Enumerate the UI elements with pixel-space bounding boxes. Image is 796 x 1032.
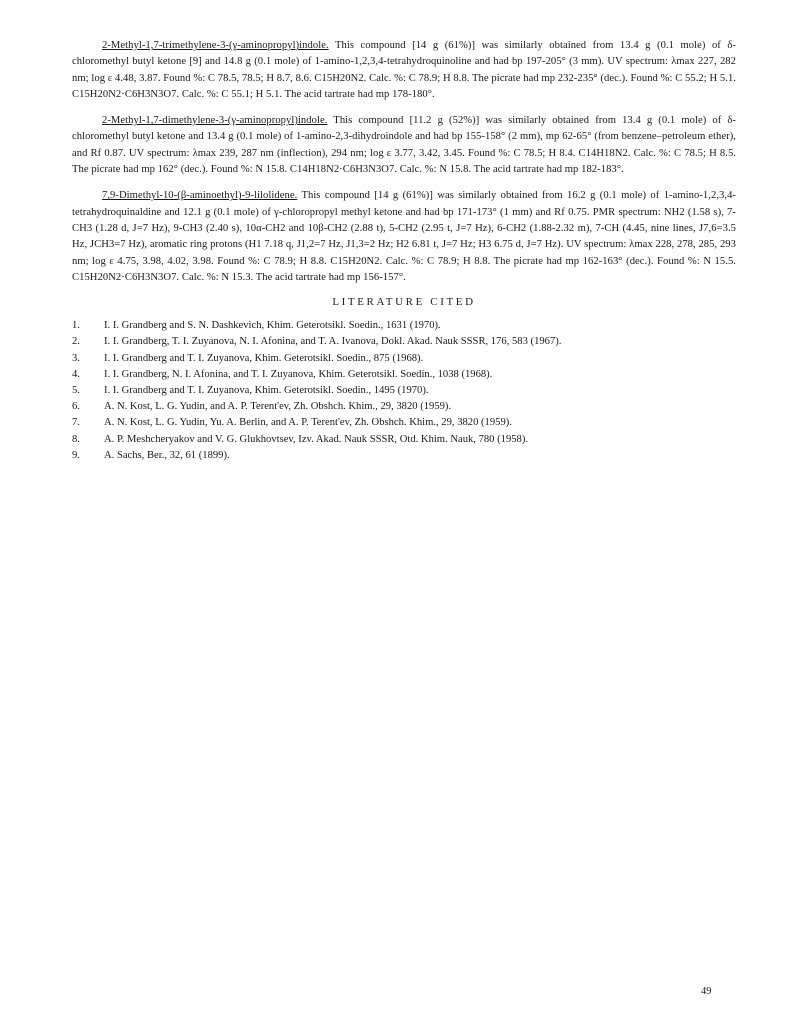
compound-title: 2-Methyl-1,7-trimethylene-3-(γ-aminopropyl)indole. [102, 40, 329, 51]
reference-number: 6. [72, 401, 80, 413]
experimental-paragraph [72, 38, 736, 103]
reference-text: I. I. Grandberg and S. N. Dashkevich, Khim. Geterotsikl. Soedin., 1631 (1970). [104, 320, 441, 332]
experimental-paragraph [72, 188, 736, 286]
reference-text: I. I. Grandberg and T. I. Zuyanova, Khim. Geterotsikl. Soedin., 1495 (1970). [104, 384, 429, 396]
document-page [72, 38, 736, 464]
reference-item [72, 415, 736, 431]
paragraph-body: This compound [14 g (61%)] was similarly obtained from 13.4 g (0.1 mole) of δ-chloromethyl butyl ketone [9] and 14.8 g (0.1 mole) of 1-amino-1,2,3,4-tetrahydroquinoline and had bp 197-205° (3 mm). UV spectrum: λmax 227, 282 nm; log ε 4.48, 3.87. Found %: C 78.5, 78.5; H 8.7, 8.6. C15H20N2. Calc. %: C 78.9; H 8.8. The picrate had mp 232-235° (dec.). Found %: C 55.2; H 5.1. C15H20N2·C6H3N3O7. Calc. %: C 55.1; H 5.1. The acid tartrate had mp 178-180°. [72, 40, 736, 100]
reference-item [72, 367, 736, 383]
reference-text: I. I. Grandberg and T. I. Zuyanova, Khim. Geterotsikl. Soedin., 875 (1968). [104, 352, 424, 364]
reference-number: 9. [72, 449, 80, 461]
reference-list [72, 318, 736, 464]
literature-cited-heading: LITERATURE CITED [332, 296, 476, 309]
paragraph-body: This compound [11.2 g (52%)] was similarly obtained from 13.4 g (0.1 mole) of δ-chloromethyl butyl ketone and 13.4 g (0.1 mole) of 1-amino-2,3-dihydroindole and had bp 155-158° (2 mm), mp 62-65° (from benzene–petroleum ether), and Rf 0.87. UV spectrum: λmax 239, 287 nm (inflection), 294 nm; log ε 3.77, 3.42, 3.45. Found %: C 78.5; H 8.4. C14H18N2. Calc. %: C 78.5; H 8.5. The picrate had mp 162° (dec.). Found %: N 15.8. C14H18N2·C6H3N3O7. Calc. %: N 15.8. The acid tartrate had mp 182-183°. [72, 115, 736, 176]
reference-item [72, 334, 736, 350]
reference-item [72, 432, 736, 448]
reference-text: A. Sachs, Ber., 32, 61 (1899). [104, 449, 230, 461]
reference-number: 1. [72, 320, 80, 332]
reference-number: 5. [72, 384, 80, 396]
paragraph-body: This compound [14 g (61%)] was similarly obtained from 16.2 g (0.1 mole) of 1-amino-1,2,3,4-tetrahydroquinaldine and 12.1 g (0.1 mole) of γ-chloropropyl methyl ketone and had bp 171-173° (1 mm) and Rf 0.75. PMR spectrum: NH2 (1.58 s), 7-CH3 (1.28 d, J=7 Hz), 9-CH3 (2.40 s), 10α-CH2 and 10β-CH2 (2.88 t), 5-CH2 (2.95 t, J=7 Hz), 6-CH2 (1.88-2.32 m), 7-CH (4.45, nine lines, J7,6=3.5 Hz, JCH3=7 Hz), aromatic ring protons (H1 7.18 q, J1,2=7 Hz, J1,3=2 Hz; H2 6.81 t, J=7 Hz; H3 6.75 d, J=7 Hz). UV spectrum: λmax 228, 278, 285, 293 nm; log ε 4.75, 3.98, 4.02, 3.98. Found %: C 78.9; H 8.8. C15H20N2. Calc. %: C 78.9; H 8.8. The picrate had mp 162-163° (dec.). Found %: N 15.5. C15H20N2·C6H3N3O7. Calc. %: N 15.3. The acid tartrate had mp 156-157°. [72, 190, 736, 283]
reference-text: A. N. Kost, L. G. Yudin, Yu. A. Berlin, and A. P. Terent'ev, Zh. Obshch. Khim., 29, 3820 (1959). [104, 417, 512, 429]
reference-number: 2. [72, 336, 80, 348]
reference-number: 7. [72, 417, 80, 429]
reference-number: 4. [72, 368, 80, 380]
reference-number: 8. [72, 433, 80, 445]
reference-item [72, 351, 736, 367]
reference-text: A. N. Kost, L. G. Yudin, and A. P. Terent'ev, Zh. Obshch. Khim., 29, 3820 (1959). [104, 401, 452, 413]
reference-number: 3. [72, 352, 80, 364]
reference-item [72, 383, 736, 399]
compound-title: 2-Methyl-1,7-dimethylene-3-(γ-aminopropyl)indole. [102, 115, 328, 127]
compound-title: 7,9-Dimethyl-10-(β-aminoethyl)-9-lilolidene. [102, 190, 298, 202]
reference-text: I. I. Grandberg, N. I. Afonina, and T. I. Zuyanova, Khim. Geterotsikl. Soedin., 1038 (1968). [104, 368, 493, 380]
page-number: 49 [701, 986, 712, 997]
reference-text: I. I. Grandberg, T. I. Zuyanova, N. I. Afonina, and T. A. Ivanova, Dokl. Akad. Nauk SSSR, 176, 583 (1967). [104, 336, 562, 348]
reference-item [72, 318, 736, 334]
reference-item [72, 448, 736, 464]
reference-item [72, 399, 736, 415]
experimental-paragraph [72, 113, 736, 178]
reference-text: A. P. Meshcheryakov and V. G. Glukhovtsev, Izv. Akad. Nauk SSSR, Otd. Khim. Nauk, 780 (1958). [104, 433, 529, 445]
